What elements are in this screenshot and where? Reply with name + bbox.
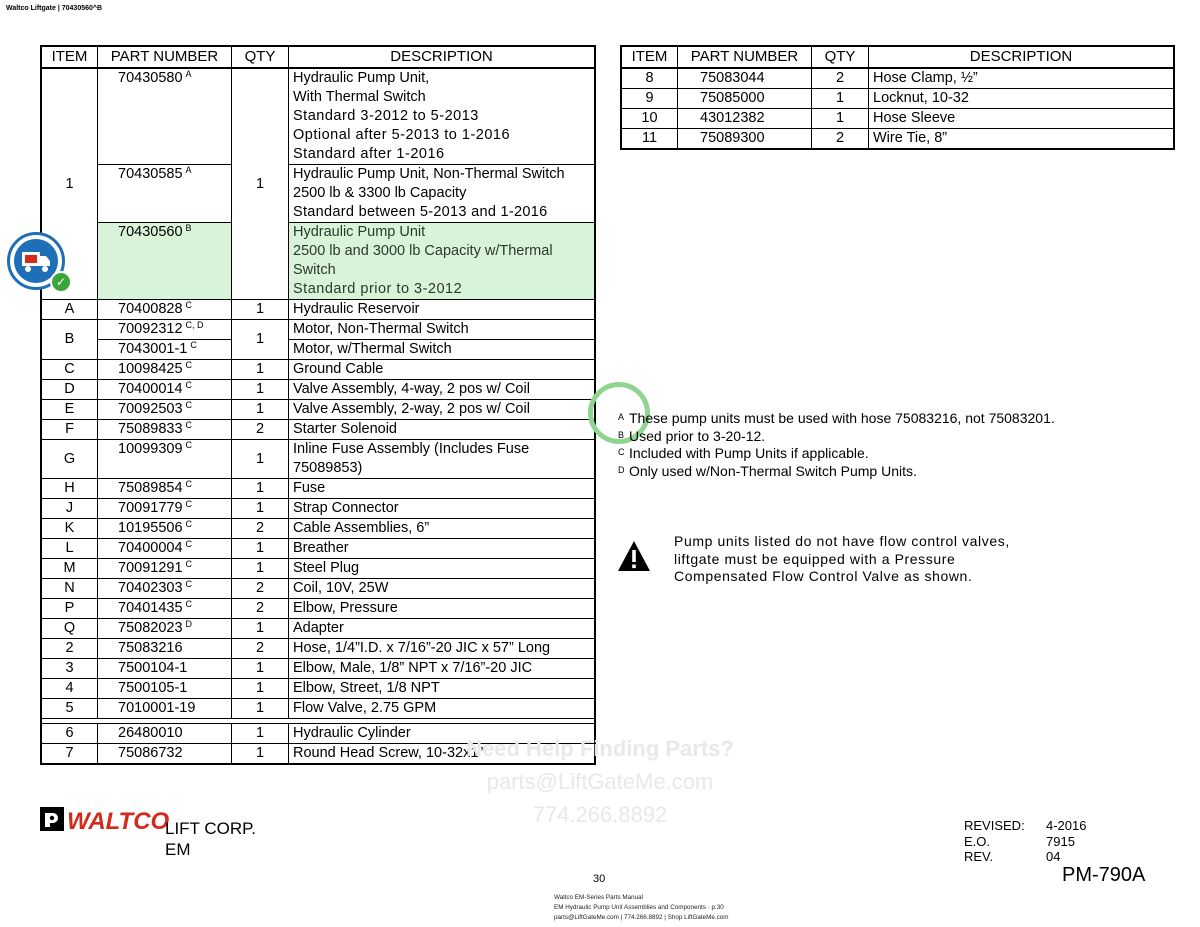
col-description-header: DESCRIPTION	[289, 46, 596, 68]
item-cell: J	[41, 499, 98, 519]
description-cell: Hydraulic Cylinder	[289, 724, 596, 744]
table-row	[41, 165, 595, 223]
qty-cell: 1	[232, 360, 289, 380]
description-cell: Valve Assembly, 2-way, 2 pos w/ Coil	[289, 400, 596, 420]
item-cell: M	[41, 559, 98, 579]
table-row	[41, 300, 595, 320]
check-icon: ✓	[50, 271, 72, 293]
qty-cell: 1	[812, 89, 869, 109]
table-header-row	[621, 46, 1174, 68]
part-number-cell: 70091779 $^C$	[98, 499, 232, 519]
part-number-cell: 70401435 $^C$	[98, 599, 232, 619]
description-cell: Hydraulic Reservoir	[289, 300, 596, 320]
qty-cell: 1	[232, 659, 289, 679]
table-row	[621, 109, 1174, 129]
part-number-cell: 75089833 $^C$	[98, 420, 232, 440]
qty-cell: 1	[232, 699, 289, 719]
item-cell: Q	[41, 619, 98, 639]
qty-cell: 1	[232, 679, 289, 699]
item-cell: 4	[41, 679, 98, 699]
item-cell: H	[41, 479, 98, 499]
footnote: B Used prior to 3-20-12.	[618, 427, 766, 444]
item-cell: 3	[41, 659, 98, 679]
item-cell: P	[41, 599, 98, 619]
item-cell: L	[41, 539, 98, 559]
col-description-header: DESCRIPTION	[869, 46, 1175, 68]
item-cell: 2	[41, 639, 98, 659]
description-cell: Hose Sleeve	[869, 109, 1175, 129]
part-number-cell: 7043001-1 $^C$	[98, 340, 232, 360]
parts-table	[40, 45, 596, 765]
qty-cell: 1	[232, 320, 289, 360]
part-number-cell: 70402303 $^C$	[98, 579, 232, 599]
part-number-cell: 75083044	[678, 68, 812, 89]
part-number-cell: 75083216	[98, 639, 232, 659]
parts-finder-badge[interactable]	[7, 232, 65, 290]
part-number-cell: 75089854 $^C$	[98, 479, 232, 499]
table-row	[41, 380, 595, 400]
qty-cell: 1	[232, 440, 289, 479]
item-cell: 11	[621, 129, 678, 150]
qty-cell: 1	[232, 559, 289, 579]
item-cell: 9	[621, 89, 678, 109]
description-cell: Steel Plug	[289, 559, 596, 579]
part-number-cell: 10098425 $^C$	[98, 360, 232, 380]
item-cell: E	[41, 400, 98, 420]
table-row	[621, 129, 1174, 150]
item-cell: D	[41, 380, 98, 400]
description-cell: Ground Cable	[289, 360, 596, 380]
part-number-cell: 75082023 $^D$	[98, 619, 232, 639]
footnote: C Included with Pump Units if applicable.	[618, 445, 869, 461]
qty-cell: 2	[232, 519, 289, 539]
description-cell: Flow Valve, 2.75 GPM	[289, 699, 596, 719]
qty-cell: 1	[232, 380, 289, 400]
col-part-number-header: PART NUMBER	[678, 46, 812, 68]
part-number-cell: 10195506 $^C$	[98, 519, 232, 539]
qty-cell: 2	[232, 599, 289, 619]
watermark: Need Help Finding Parts? parts@LiftGateMe.com 774.266.8892	[466, 736, 734, 827]
description-cell: Starter Solenoid	[289, 420, 596, 440]
description-cell: Locknut, 10-32	[869, 89, 1175, 109]
warning-triangle-icon	[617, 540, 651, 577]
description-cell: Round Head Screw, 10-32x1”	[289, 744, 596, 765]
description-cell: Hydraulic Pump Unit, Non-Thermal Switch 2500 lb & 3300 lb Capacity Standard between 5-2013 and 1-2016	[289, 165, 596, 223]
part-number-cell: 70092503 $^C$	[98, 400, 232, 420]
qty-cell: 2	[232, 420, 289, 440]
description-cell: Motor, Non-Thermal Switch	[289, 320, 596, 340]
qty-cell: 1	[232, 619, 289, 639]
part-number-cell: 7500104-1	[98, 659, 232, 679]
table-row	[41, 340, 595, 360]
item-cell: F	[41, 420, 98, 440]
table-row	[41, 599, 595, 619]
item-cell: N	[41, 579, 98, 599]
table-row	[41, 360, 595, 380]
qty-cell: 1	[232, 499, 289, 519]
part-number-cell: 75085000	[678, 89, 812, 109]
table-row	[41, 679, 595, 699]
table-row	[41, 519, 595, 539]
highlighted-table-row	[41, 223, 595, 300]
qty-cell: 1	[232, 68, 289, 300]
qty-cell: 1	[812, 109, 869, 129]
table-row	[41, 559, 595, 579]
part-number-cell: 10099309 $^C$	[98, 440, 232, 479]
part-number-cell: 70400014 $^C$	[98, 380, 232, 400]
table-row	[41, 659, 595, 679]
item-cell: 10	[621, 109, 678, 129]
table-row	[41, 639, 595, 659]
table-row	[41, 479, 595, 499]
description-cell: Hydraulic Pump Unit 2500 lb and 3000 lb Capacity w/Thermal Switch Standard prior to 3-2012	[289, 223, 596, 300]
footnote: D Only used w/Non-Thermal Switch Pump Units.	[618, 462, 917, 479]
description-cell: Elbow, Pressure	[289, 599, 596, 619]
description-cell: Breather	[289, 539, 596, 559]
table-row	[41, 539, 595, 559]
item-cell: 6	[41, 724, 98, 744]
qty-cell: 1	[232, 400, 289, 420]
waltco-logo	[40, 806, 170, 839]
item-cell: 8	[621, 68, 678, 89]
item-cell: G	[41, 440, 98, 479]
company-name: LIFT CORP. EM	[165, 819, 257, 859]
description-cell: Inline Fuse Assembly (Includes Fuse 75089853)	[289, 440, 596, 479]
part-number-cell: 70430560 $^B$	[98, 223, 232, 300]
revision-block: REVISED: 4-2016 E.O. 7915 REV. 04	[964, 818, 1087, 864]
table-row	[41, 420, 595, 440]
description-cell: Hydraulic Pump Unit, With Thermal Switch Standard 3-2012 to 5-2013 Optional after 5-2013 to 1-2016 Standard after 1-2016	[289, 68, 596, 165]
qty-cell: 2	[232, 579, 289, 599]
part-number-cell: 43012382	[678, 109, 812, 129]
col-item-header: ITEM	[41, 46, 98, 68]
qty-cell: 1	[232, 744, 289, 765]
description-cell: Elbow, Male, 1/8” NPT x 7/16”-20 JIC	[289, 659, 596, 679]
part-number-cell: 7500105-1	[98, 679, 232, 699]
qty-cell: 1	[232, 479, 289, 499]
part-number-cell: 26480010	[98, 724, 232, 744]
footnote: A These pump units must be used with hose 75083216, not 75083201.	[618, 410, 1055, 426]
table-row	[621, 68, 1174, 89]
description-cell: Motor, w/Thermal Switch	[289, 340, 596, 360]
table-row	[41, 440, 595, 479]
part-number-cell: 70430585 $^A$	[98, 165, 232, 223]
description-cell: Wire Tie, 8”	[869, 129, 1175, 150]
item-cell: K	[41, 519, 98, 539]
part-number-cell: 70092312 $^{C, D}$	[98, 320, 232, 340]
footnotes	[618, 410, 1055, 480]
item-cell: 7	[41, 744, 98, 765]
item-cell: B	[41, 320, 98, 360]
part-number-cell: 70400004 $^C$	[98, 539, 232, 559]
table-row	[621, 89, 1174, 109]
svg-text:WALTCO: WALTCO	[67, 808, 170, 835]
table-header-row	[41, 46, 595, 68]
qty-cell: 2	[232, 639, 289, 659]
description-cell: Adapter	[289, 619, 596, 639]
page-number: 30	[593, 873, 606, 885]
qty-cell: 1	[232, 539, 289, 559]
item-cell: A	[41, 300, 98, 320]
description-cell: Fuse	[289, 479, 596, 499]
description-cell: Cable Assemblies, 6”	[289, 519, 596, 539]
document-code: PM-790A	[1062, 864, 1146, 886]
description-cell: Valve Assembly, 4-way, 2 pos w/ Coil	[289, 380, 596, 400]
part-number-cell: 7010001-19	[98, 699, 232, 719]
table-row	[41, 400, 595, 420]
part-number-cell: 75086732	[98, 744, 232, 765]
description-cell: Hose, 1/4”I.D. x 7/16”-20 JIC x 57” Long	[289, 639, 596, 659]
description-cell: Strap Connector	[289, 499, 596, 519]
description-cell: Elbow, Street, 1/8 NPT	[289, 679, 596, 699]
table-row	[41, 619, 595, 639]
col-qty-header: QTY	[812, 46, 869, 68]
page-footer: Waltco EM-Series Parts Manual EM Hydraulic Pump Unit Assemblies and Components · p.30 parts@LiftGateMe.com | 774.266.8892 | Shop LiftGateMe.com	[554, 894, 729, 921]
qty-cell: 2	[812, 68, 869, 89]
warning-text: Pump units listed do not have flow control valves, liftgate must be equipped with a Pressure Compensated Flow Control Valve as shown.	[674, 533, 1010, 584]
item-cell: 1	[41, 68, 98, 300]
item-cell: 5	[41, 699, 98, 719]
col-item-header: ITEM	[621, 46, 678, 68]
table-row	[41, 579, 595, 599]
additional-parts-table	[620, 45, 1175, 150]
table-row	[41, 68, 595, 165]
table-row	[41, 320, 595, 340]
table-row	[41, 499, 595, 519]
qty-cell: 2	[812, 129, 869, 150]
description-cell: Coil, 10V, 25W	[289, 579, 596, 599]
qty-cell: 1	[232, 300, 289, 320]
item-cell: C	[41, 360, 98, 380]
part-number-cell: 70091291 $^C$	[98, 559, 232, 579]
part-number-cell: 70400828 $^C$	[98, 300, 232, 320]
description-cell: Hose Clamp, ½”	[869, 68, 1175, 89]
part-number-cell: 75089300	[678, 129, 812, 150]
page-header: Waltco Liftgate | 70430560^B	[6, 5, 103, 12]
part-number-cell: 70430580 $^A$	[98, 68, 232, 165]
col-part-number-header: PART NUMBER	[98, 46, 232, 68]
table-row	[41, 699, 595, 719]
qty-cell: 1	[232, 724, 289, 744]
col-qty-header: QTY	[232, 46, 289, 68]
